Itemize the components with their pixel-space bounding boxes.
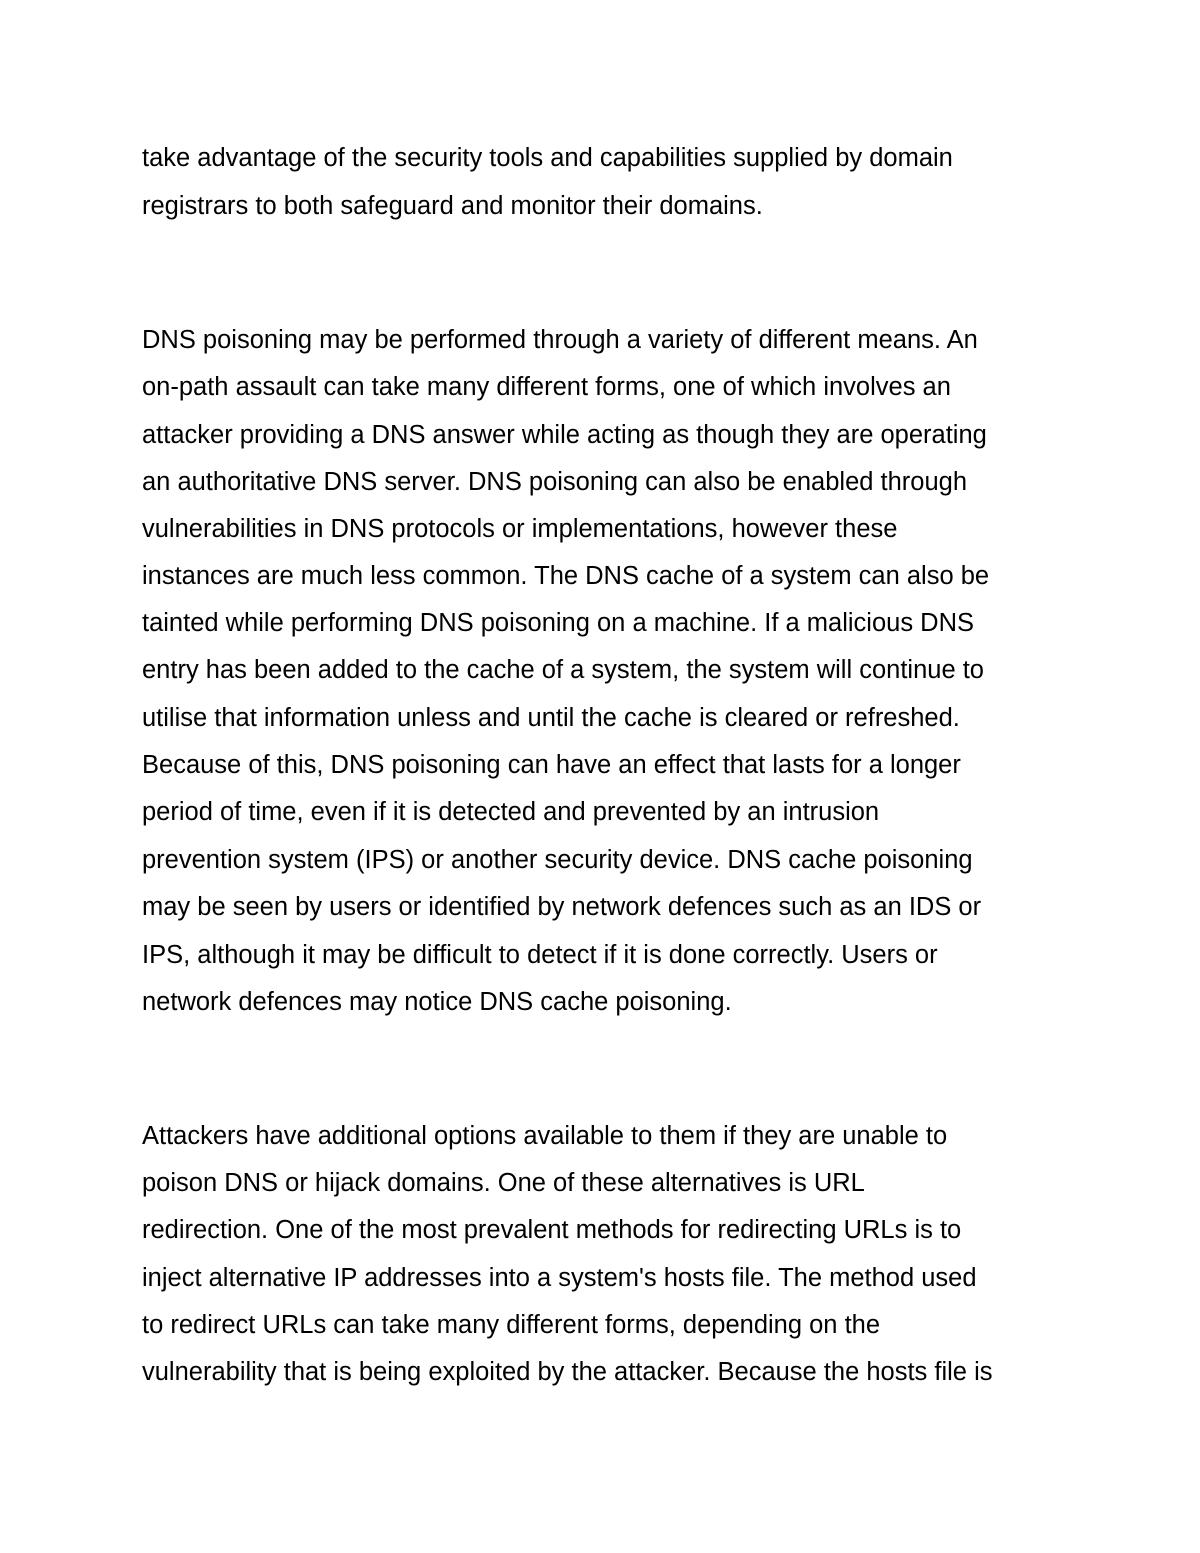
text-line: vulnerabilities in DNS protocols or implementations, however these (142, 515, 898, 543)
text-line: entry has been added to the cache of a system, the system will continue to (142, 656, 984, 684)
text-line: instances are much less common. The DNS cache of a system can also be (142, 562, 990, 590)
text-line: attacker providing a DNS answer while acting as though they are operating (142, 421, 987, 449)
text-line: an authoritative DNS server. DNS poisoning can also be enabled through (142, 468, 968, 496)
text-line: redirection. One of the most prevalent methods for redirecting URLs is to (142, 1216, 962, 1244)
text-line: take advantage of the security tools and capabilities supplied by domain (142, 144, 953, 172)
text-line: tainted while performing DNS poisoning on a machine. If a malicious DNS (142, 609, 974, 637)
text-line: utilise that information unless and until the cache is cleared or refreshed. (142, 704, 960, 732)
text-line: vulnerability that is being exploited by the attacker. Because the hosts file is (142, 1358, 993, 1386)
text-line: on-path assault can take many different forms, one of which involves an (142, 373, 951, 401)
text-line: IPS, although it may be difficult to detect if it is done correctly. Users or (142, 941, 938, 969)
text-line: period of time, even if it is detected and prevented by an intrusion (142, 798, 880, 826)
text-line: poison DNS or hijack domains. One of these alternatives is URL (142, 1169, 865, 1197)
text-line: inject alternative IP addresses into a system's hosts file. The method used (142, 1264, 977, 1292)
text-line: Because of this, DNS poisoning can have an effect that lasts for a longer (142, 751, 961, 779)
text-line: registrars to both safeguard and monitor their domains. (142, 192, 763, 220)
text-line: may be seen by users or identified by network defences such as an IDS or (142, 893, 982, 921)
text-line: DNS poisoning may be performed through a variety of different means. An (142, 326, 978, 354)
text-line: network defences may notice DNS cache poisoning. (142, 988, 732, 1016)
text-line: Attackers have additional options available to them if they are unable to (142, 1122, 948, 1150)
text-line: to redirect URLs can take many different forms, depending on the (142, 1311, 881, 1339)
text-line: prevention system (IPS) or another security device. DNS cache poisoning (142, 846, 973, 874)
